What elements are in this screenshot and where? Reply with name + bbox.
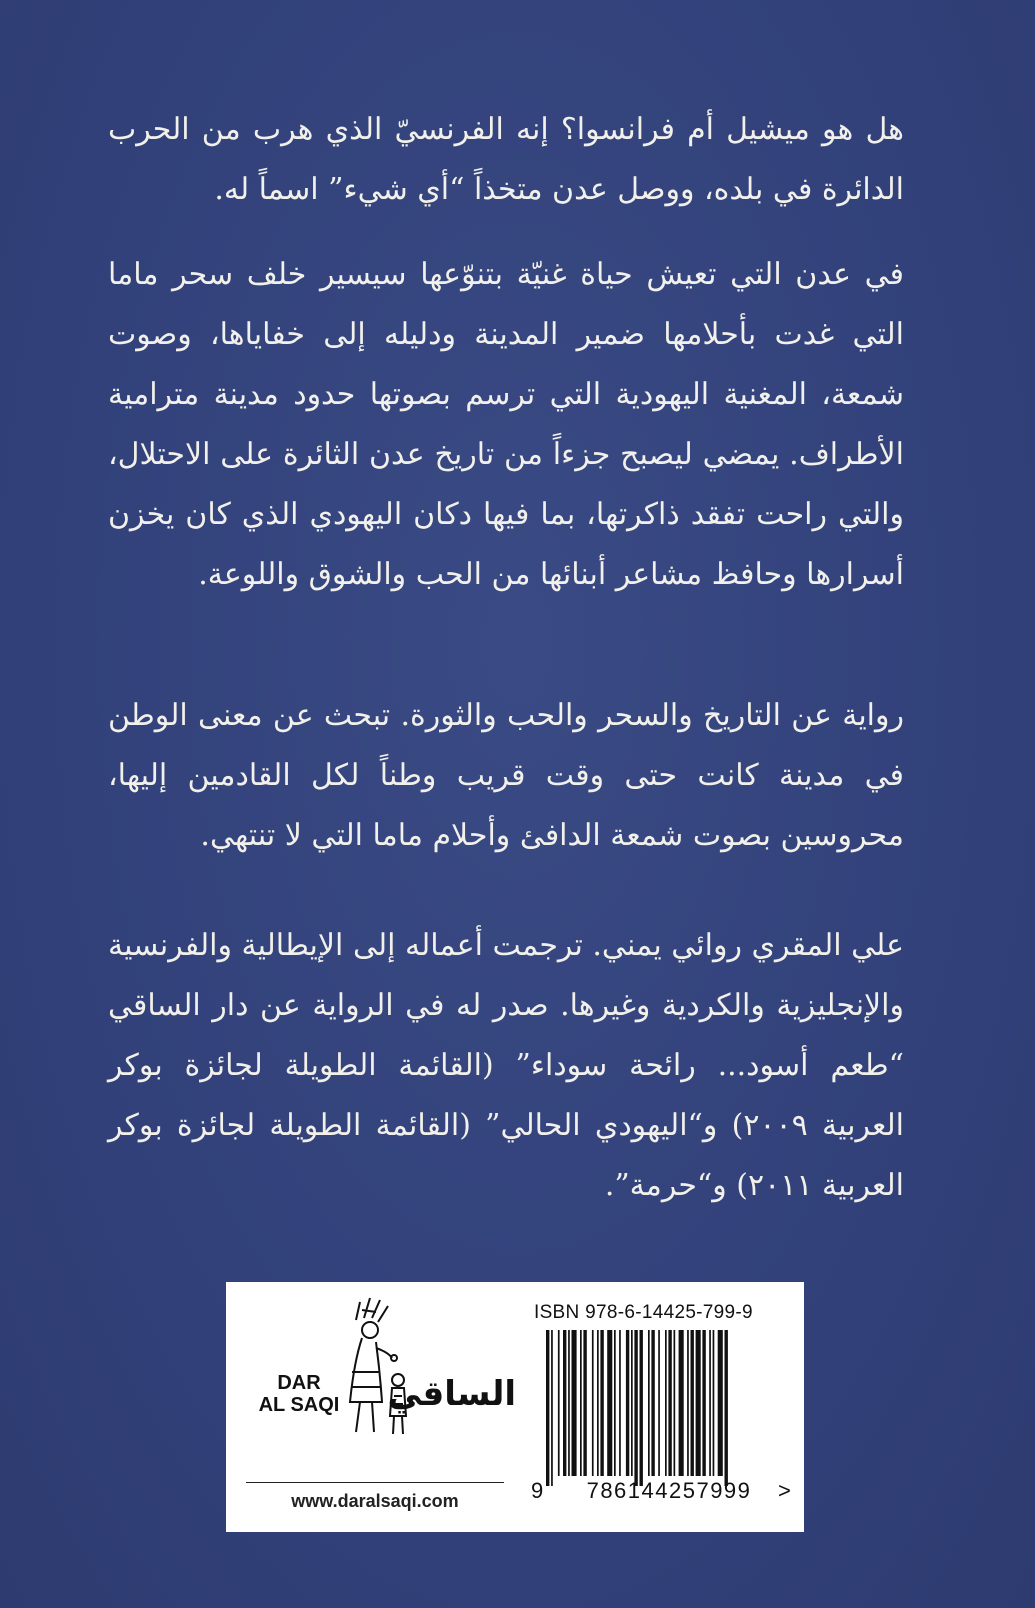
barcode-bar [651, 1330, 654, 1476]
barcode-digits: 786144257999 [586, 1478, 752, 1503]
barcode-bar [600, 1330, 603, 1476]
barcode-arrow: > [778, 1478, 791, 1503]
barcode-bar [668, 1330, 671, 1476]
barcode-bar [658, 1330, 660, 1476]
barcode-bar [665, 1330, 667, 1476]
barcode-bar [592, 1330, 594, 1476]
barcode-bar [626, 1330, 629, 1476]
barcode-bar [558, 1330, 560, 1476]
barcode-bar [674, 1330, 676, 1476]
barcode-bar [563, 1330, 566, 1476]
publisher-block [226, 1282, 526, 1532]
barcode-bar [634, 1330, 637, 1486]
barcode [546, 1330, 784, 1486]
author-bio: علي المقري روائي يمني. ترجمت أعماله إلى الإيطالية والفرنسية والإنجليزية والكردية وغيرها. صدر له في الرواية عن دار الساقي “طعم أسود... رائحة سوداء” (القائمة الطويلة لجائزة بوكر العربية ٢٠٠٩) و“اليهودي الحالي” (القائمة الطويلة لجائزة بوكر العربية ٢٠١١) و“حرمة”. [108, 928, 904, 1203]
barcode-bar [687, 1330, 689, 1476]
barcode-bar [713, 1330, 715, 1476]
publisher-name-line1: DAR [277, 1372, 321, 1394]
publisher-website: www.daralsaqi.com [291, 1491, 459, 1511]
description-paragraph-3: رواية عن التاريخ والسحر والحب والثورة. تبحث عن معنى الوطن في مدينة كانت حتى وقت قريب وطناً لكل القادمين إليها، محروسين بصوت شمعة الدافئ وأحلام ماما التي لا تنتهي. [108, 698, 904, 853]
publisher-name-line2: AL SAQI [258, 1394, 340, 1416]
barcode-bar [718, 1330, 723, 1476]
barcode-bar [597, 1330, 599, 1476]
barcode-bar [546, 1330, 549, 1486]
isbn-label: ISBN 978-6-14425-799-9 [534, 1302, 753, 1323]
barcode-bar [607, 1330, 612, 1476]
barcode-sticker [226, 1282, 804, 1532]
barcode-bar [679, 1330, 684, 1476]
barcode-bar [691, 1330, 694, 1476]
barcode-bar [702, 1330, 705, 1476]
barcode-bar [648, 1330, 650, 1476]
publisher-arabic-logo: الساقي [387, 1374, 516, 1414]
barcode-bar [551, 1330, 553, 1486]
barcode-bar [583, 1330, 586, 1476]
publisher-name [254, 1372, 344, 1416]
barcode-bar [572, 1330, 577, 1476]
barcode-bar [619, 1330, 621, 1476]
description-paragraph-2: في عدن التي تعيش حياة غنيّة بتنوّعها سيسير خلف سحر ماما التي غدت بأحلامها ضمير المدينة ودليله إلى خفاياها، وصوت شمعة، المغنية اليهودية التي ترسم بصوتها حدود مدينة مترامية الأطراف. يمضي ليصبح جزءاً من تاريخ عدن الثائرة على الاحتلال، والتي راحت تفقد ذاكرتها، بما فيها دكان اليهودي الذي كان يخزن أسرارها وحافظ مشاعر أبنائها من الحب والشوق واللوعة. [108, 257, 904, 592]
barcode-bar [568, 1330, 570, 1476]
barcode-bar [631, 1330, 633, 1476]
barcode-bar [725, 1330, 728, 1486]
description-paragraph-1: هل هو ميشيل أم فرانسوا؟ إنه الفرنسيّ الذي هرب من الحرب الدائرة في بلده، ووصل عدن متخذاً “أي شيء” اسماً له. [108, 112, 904, 207]
barcode-bar [580, 1330, 582, 1476]
barcode-bar [709, 1330, 711, 1476]
barcode-bar [696, 1330, 701, 1476]
barcode-bar [640, 1330, 643, 1486]
barcode-bar [614, 1330, 616, 1476]
barcode-first-digit: 9 [531, 1478, 544, 1503]
publisher-logo-figure [326, 1292, 426, 1442]
divider [246, 1482, 504, 1483]
